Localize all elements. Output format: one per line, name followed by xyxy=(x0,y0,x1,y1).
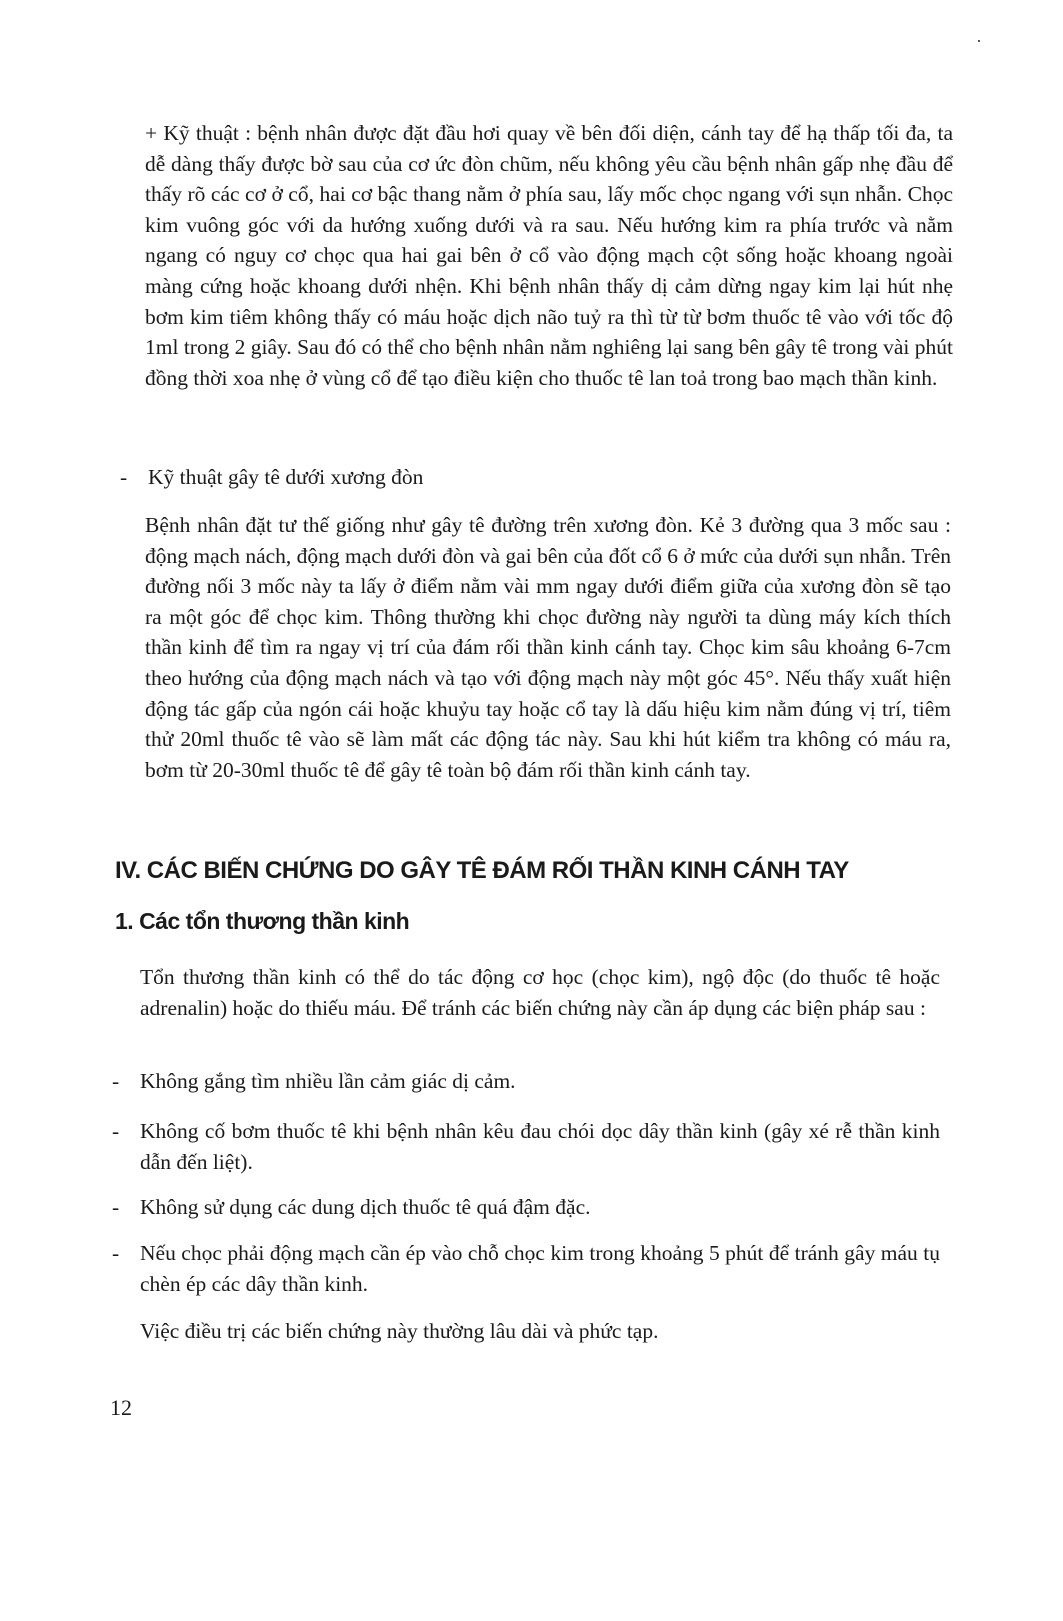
plus-technique-paragraph: + Kỹ thuật : bệnh nhân được đặt đầu hơi quay về bên đối diện, cánh tay để hạ thấp tối đa, ta dễ dàng thấy được bờ sau của cơ ức đòn chũm, nếu không yêu cầu bệnh nhân gấp nhẹ đầu để thấy rõ các cơ ở cổ, hai cơ bậc thang nằm ở phía sau, lấy mốc chọc ngang với sụn nhẫn. Chọc kim vuông góc với da hướng xuống dưới và ra sau. Nếu hướng kim ra phía trước và nằm ngang có nguy cơ chọc qua hai gai bên ở cổ vào động mạch cột sống hoặc khoang ngoài màng cứng hoặc khoang dưới nhện. Khi bệnh nhân thấy dị cảm dừng ngay kim lại hút nhẹ bơm kim tiêm không thấy có máu hoặc dịch não tuỷ ra thì từ từ bơm thuốc tê vào với tốc độ 1ml trong 2 giây. Sau đó có thể cho bệnh nhân nằm nghiêng lại sang bên gây tê trong vài phút đồng thời xoa nhẹ ở vùng cổ để tạo điều kiện cho thuốc tê lan toả trong bao mạch thần kinh. xyxy=(145,121,953,390)
measure-item: Không gắng tìm nhiều lần cảm giác dị cảm. xyxy=(140,1069,516,1093)
bullet-dash: - xyxy=(112,1241,120,1265)
infraclavicular-paragraph: Bệnh nhân đặt tư thế giống như gây tê đường trên xương đòn. Kẻ 3 đường qua 3 mốc sau : động mạch nách, động mạch dưới đòn và gai bên của đốt cổ 6 ở mức của dưới sụn nhẫn. Trên đường nối 3 mốc này ta lấy ở điểm nằm vài mm ngay dưới điểm giữa của xương đòn sẽ tạo ra một góc để chọc kim. Thông thường khi chọc đường này người ta dùng máy kích thích thần kinh để tìm ra ngay vị trí của đám rối thần kinh cánh tay. Chọc kim sâu khoảng 6-7cm theo hướng của động mạch nách và tạo với động mạch này một góc 45°. Nếu thấy xuất hiện động tác gấp của ngón cái hoặc khuỷu tay hoặc cổ tay là dấu hiệu kim nằm đúng vị trí, tiêm thử 20ml thuốc tê vào sẽ làm mất các động tác này. Sau khi hút kiểm tra không có máu ra, bơm từ 20-30ml thuốc tê để gây tê toàn bộ đám rối thần kinh cánh tay. xyxy=(145,513,951,782)
page-number: 12 xyxy=(110,1395,132,1420)
nerve-intro-paragraph: Tổn thương thần kinh có thể do tác động cơ học (chọc kim), ngộ độc (do thuốc tê hoặc adrenalin) hoặc do thiếu máu. Để tránh các biến chứng này cần áp dụng các biện pháp sau : xyxy=(140,965,940,1020)
bullet-dash: - xyxy=(112,1069,120,1093)
closing-paragraph: Việc điều trị các biến chứng này thường lâu dài và phức tạp. xyxy=(140,1319,659,1343)
measure-item: Không sử dụng các dung dịch thuốc tê quá đậm đặc. xyxy=(140,1195,591,1219)
subsection-heading: 1. Các tổn thương thần kinh xyxy=(115,908,410,934)
measure-item: Không cố bơm thuốc tê khi bệnh nhân kêu đau chói dọc dây thần kinh (gây xé rễ thần kinh dẫn đến liệt). xyxy=(140,1119,940,1174)
scan-speck xyxy=(978,40,980,42)
section-heading: IV. CÁC BIẾN CHỨNG DO GÂY TÊ ĐÁM RỐI THẦN KINH CÁNH TAY xyxy=(115,857,849,884)
bullet-dash: - xyxy=(112,1195,120,1219)
bullet-dash: - xyxy=(112,1119,120,1143)
measure-item: Nếu chọc phải động mạch cần ép vào chỗ chọc kim trong khoảng 5 phút để tránh gây máu tụ chèn ép các dây thần kinh. xyxy=(140,1241,940,1296)
bullet-dash: - xyxy=(120,465,128,489)
infraclavicular-title: Kỹ thuật gây tê dưới xương đòn xyxy=(148,465,424,489)
